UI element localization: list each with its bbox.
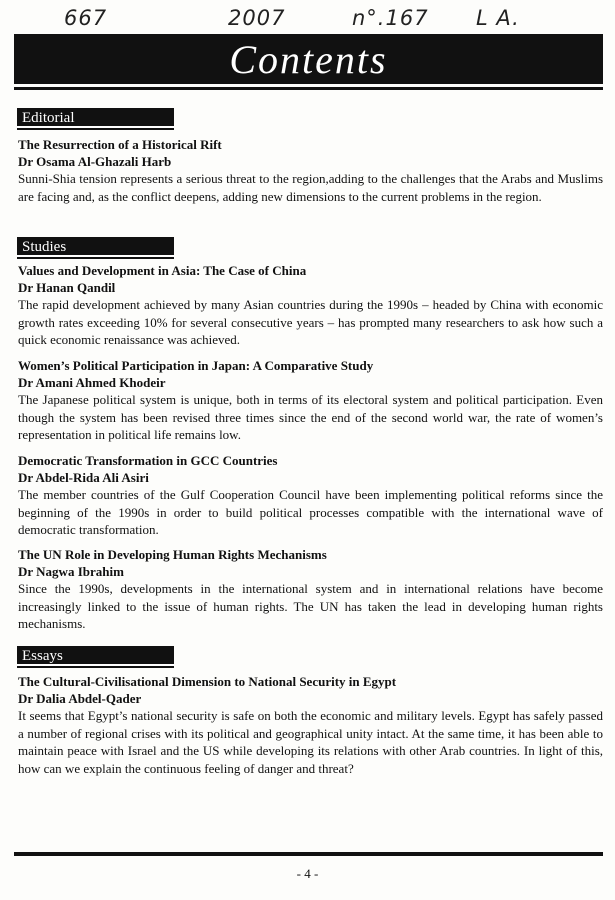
section-tab-essays: Essays [17,646,174,666]
entry-author: Dr Abdel-Rida Ali Asiri [18,470,149,485]
entry-essays-1 [18,673,603,777]
entry-title: Democratic Transformation in GCC Countries [18,453,278,468]
handwritten-note-1: 667 [64,6,108,30]
handwritten-note-3: n°.167 [352,6,429,30]
section-tab-editorial: Editorial [17,108,174,128]
entry-title: The UN Role in Developing Human Rights Mechanisms [18,547,327,562]
handwritten-note-2: 2007 [228,6,286,30]
entry-author: Dr Nagwa Ibrahim [18,564,124,579]
entry-title: Values and Development in Asia: The Case of China [18,263,307,278]
entry-title: Women’s Political Participation in Japan: A Comparative Study [18,358,374,373]
entry-author: Dr Dalia Abdel-Qader [18,691,142,706]
entry-title: The Resurrection of a Historical Rift [18,137,222,152]
entry-summary: The member countries of the Gulf Cooperation Council have been implementing political reforms since the beginning of the 1990s in order to build political processes compatible with the international wave of democratic transformation. [18,487,603,537]
entry-author: Dr Osama Al-Ghazali Harb [18,154,172,169]
entry-studies-3 [18,452,603,539]
entry-summary: Sunni-Shia tension represents a serious threat to the region,adding to the challenges that the Arabs and Muslims are facing and, as the conflict deepens, adding new dimensions to the current problems in the region. [18,171,603,204]
banner-underline [14,87,603,90]
entry-studies-1 [18,262,603,349]
entry-studies-2 [18,357,603,444]
entry-title: The Cultural-Civilisational Dimension to National Security in Egypt [18,674,397,689]
entry-editorial-1 [18,136,603,205]
entry-summary: It seems that Egypt’s national security is safe on both the economic and military levels. Egypt has safely passed a number of regional crises with its political and geographical unity intact. At the same time, it has been able to maintain peace with Israel and the US while developing its relations with other Arab countries. In light of this, how can we explain the continuous feeling of danger and threat? [18,708,603,776]
footer-rule [14,852,603,856]
page-number: - 4 - [296,866,319,881]
handwritten-note-4: L A. [476,6,520,30]
entry-summary: Since the 1990s, developments in the international system and in international relations have become increasingly linked to the issue of human rights. The UN has taken the lead in developing human rights mechanisms. [18,581,603,631]
entry-author: Dr Hanan Qandil [18,280,116,295]
entry-author: Dr Amani Ahmed Khodeir [18,375,166,390]
entry-summary: The Japanese political system is unique, both in terms of its electoral system and political participation. Even though the system has been revised three times since the end of the second world war, the rate of women’s representation in political life remains low. [18,392,603,442]
section-tab-studies: Studies [17,237,174,257]
entry-summary: The rapid development achieved by many Asian countries during the 1990s – headed by China with economic growth rates exceeding 10% for several consecutive years – has prompted many researchers to ask how such a quick economic renaissance was achieved. [18,297,603,347]
page-title: Contents [229,37,388,82]
entry-studies-4 [18,546,603,633]
contents-banner [14,34,603,84]
